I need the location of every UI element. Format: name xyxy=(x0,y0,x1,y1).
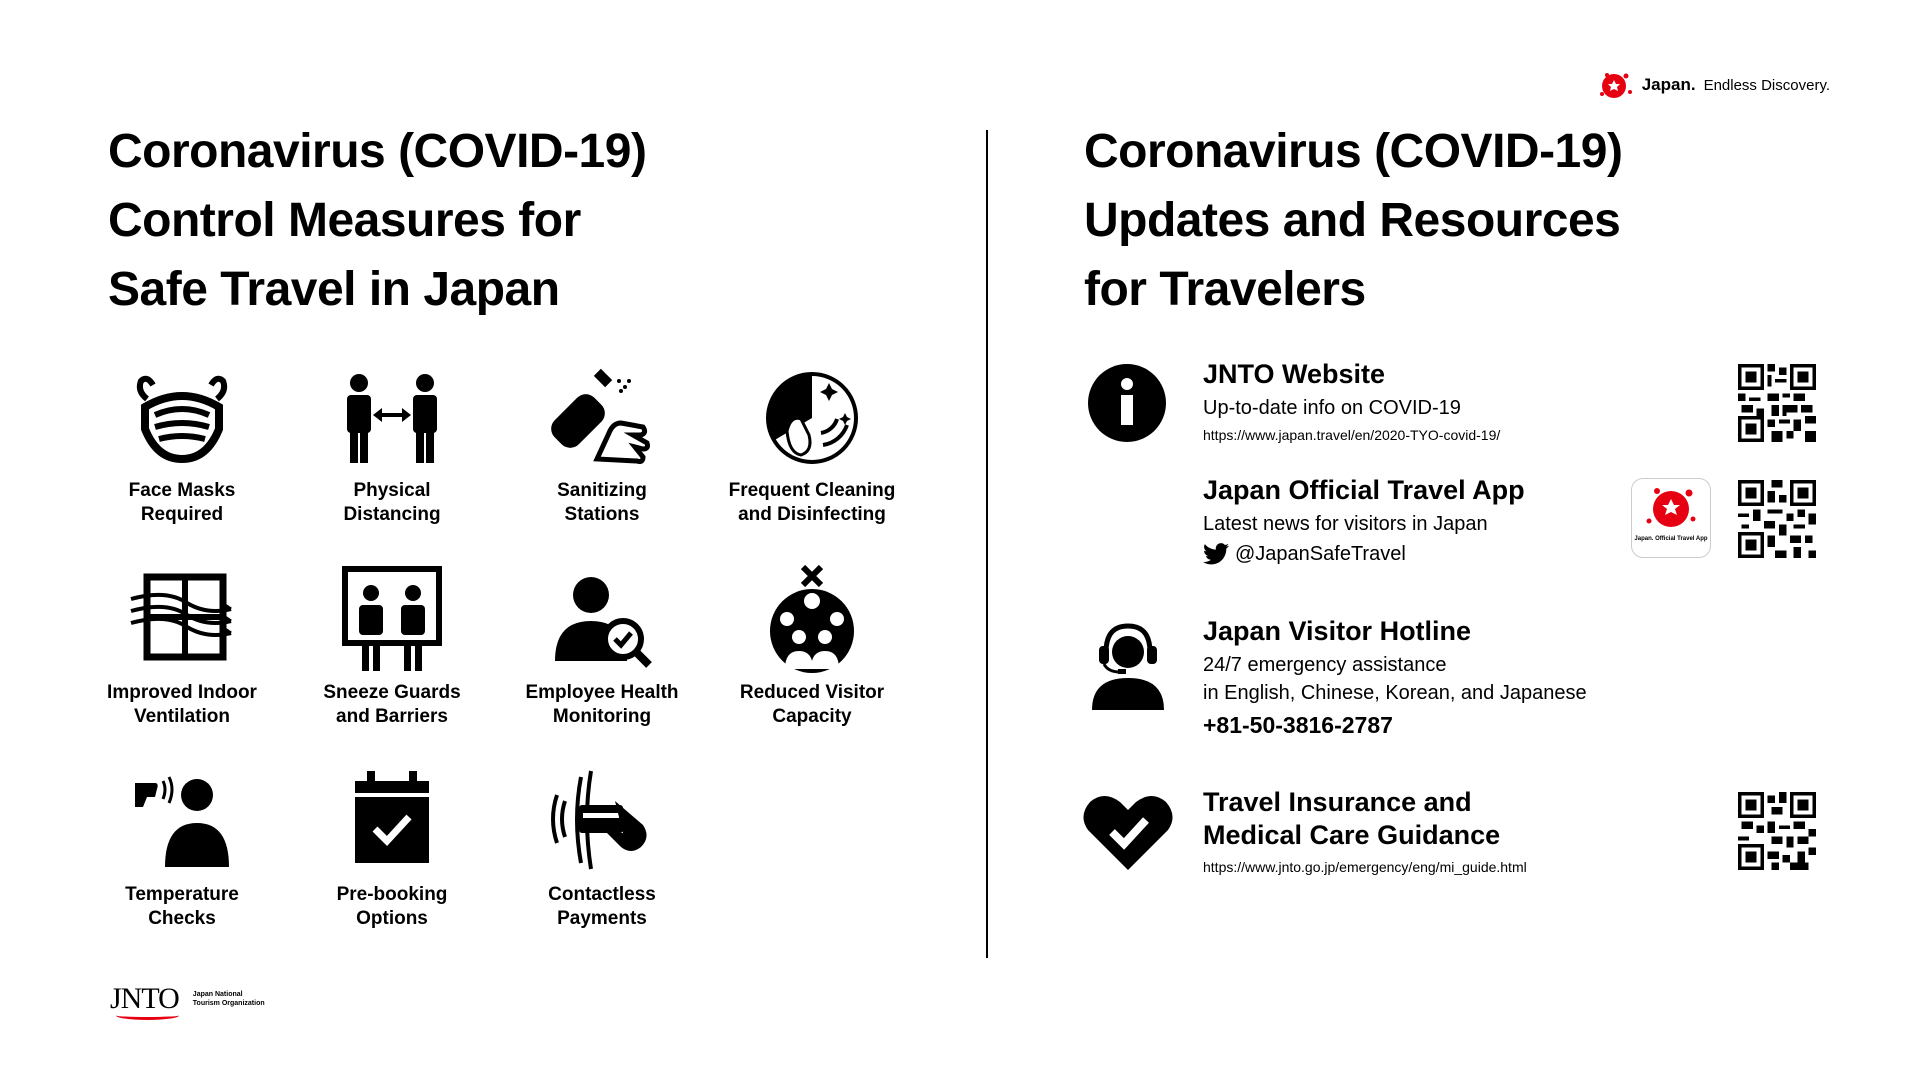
measure-label: Checks xyxy=(148,908,216,929)
measure-sanitizing-stations xyxy=(497,363,707,527)
measure-label: Temperature xyxy=(125,884,239,905)
measure-label: Monitoring xyxy=(552,706,652,727)
heart-check-icon xyxy=(1082,792,1174,872)
resource-travel-app xyxy=(1203,474,1525,568)
twitter-bird-icon xyxy=(1203,543,1229,565)
measure-label: Improved Indoor xyxy=(107,682,257,703)
headset-person-icon xyxy=(1090,620,1166,712)
brand-logo xyxy=(1598,70,1830,100)
info-icon xyxy=(1088,364,1166,442)
measure-label: Payments xyxy=(557,908,647,929)
resource-subtitle: in English, Chinese, Korean, and Japanese xyxy=(1203,682,1587,704)
jnto-org-line: Tourism Organization xyxy=(192,1000,265,1007)
resource-subtitle: Up-to-date info on COVID-19 xyxy=(1203,397,1461,419)
measure-label: and Disinfecting xyxy=(738,504,886,525)
ventilation-icon xyxy=(127,565,237,675)
measure-label: Frequent Cleaning xyxy=(728,480,896,501)
measure-label: Sanitizing xyxy=(557,480,647,501)
measure-face-masks xyxy=(77,363,287,527)
health-monitoring-icon xyxy=(547,565,657,675)
measure-reduced-capacity xyxy=(707,565,917,729)
measure-label: Pre-booking xyxy=(336,884,448,905)
measure-employee-health xyxy=(497,565,707,729)
measure-physical-distancing xyxy=(287,363,497,527)
measure-label: Reduced Visitor xyxy=(739,682,885,703)
left-title-line: Coronavirus (COVID-19) xyxy=(108,125,647,178)
resource-title: Japan Visitor Hotline xyxy=(1203,616,1472,646)
jnto-org-line: Japan National xyxy=(192,991,243,998)
right-title-line: Coronavirus (COVID-19) xyxy=(1084,125,1623,178)
measure-frequent-cleaning xyxy=(707,363,917,527)
resource-title: Medical Care Guidance xyxy=(1203,820,1501,850)
measure-ventilation xyxy=(77,565,287,729)
website-url-link[interactable]: https://www.japan.travel/en/2020-TYO-covid-19/ xyxy=(1203,427,1501,443)
face-mask-icon xyxy=(127,363,237,473)
measure-label: Capacity xyxy=(772,706,852,727)
resource-title: Travel Insurance and xyxy=(1203,787,1472,817)
qr-code-app[interactable] xyxy=(1738,480,1816,558)
resource-subtitle: Latest news for visitors in Japan xyxy=(1203,513,1488,535)
resource-title: Japan Official Travel App xyxy=(1203,475,1525,505)
resource-visitor-hotline xyxy=(1203,615,1587,741)
measure-contactless-payments xyxy=(497,767,707,931)
cleaning-icon xyxy=(757,363,867,473)
right-title-line: Updates and Resources xyxy=(1084,194,1621,247)
japan-brand-icon xyxy=(1645,485,1697,531)
twitter-handle: @JapanSafeTravel xyxy=(1235,543,1406,565)
measure-label: Physical xyxy=(353,480,431,501)
jnto-logo-text: JNTO xyxy=(110,982,179,1015)
measure-pre-booking xyxy=(287,767,497,931)
measure-label: Employee Health xyxy=(525,682,679,703)
left-title xyxy=(108,117,868,324)
insurance-url-link[interactable]: https://www.jnto.go.jp/emergency/eng/mi_guide.html xyxy=(1203,859,1527,875)
sanitizer-icon xyxy=(547,363,657,473)
measure-label: Contactless xyxy=(548,884,656,905)
app-store-icon[interactable] xyxy=(1631,478,1711,558)
resource-subtitle: 24/7 emergency assistance xyxy=(1203,654,1447,676)
app-icon-brand: Japan. xyxy=(1634,536,1654,542)
measure-label: Sneeze Guards xyxy=(323,682,461,703)
resource-insurance-guidance xyxy=(1203,786,1527,878)
left-title-line: Control Measures for xyxy=(108,194,581,247)
right-title xyxy=(1084,117,1804,324)
measure-label: Options xyxy=(356,908,428,929)
qr-code-website[interactable] xyxy=(1738,364,1816,442)
measure-label: Ventilation xyxy=(133,706,231,727)
calendar-check-icon xyxy=(337,767,447,877)
qr-code-insurance[interactable] xyxy=(1738,792,1816,870)
japan-brand-icon xyxy=(1598,70,1634,100)
vertical-divider xyxy=(986,130,988,958)
measure-label: Stations xyxy=(564,504,640,525)
sneeze-guard-icon xyxy=(337,565,447,675)
contactless-payment-icon xyxy=(547,767,657,877)
reduced-capacity-icon xyxy=(757,565,867,675)
measure-label: Face Masks xyxy=(128,480,236,501)
jnto-swoosh xyxy=(116,1011,179,1020)
physical-distancing-icon xyxy=(337,363,447,473)
resource-title: JNTO Website xyxy=(1203,359,1386,389)
measure-label: Distancing xyxy=(343,504,441,525)
brand-tagline: Endless Discovery. xyxy=(1703,76,1830,94)
jnto-logo xyxy=(110,984,265,1014)
measure-label: Required xyxy=(140,504,224,525)
brand-name: Japan. xyxy=(1641,75,1696,94)
app-icon-label: Official Travel App xyxy=(1655,536,1708,542)
left-title-line: Safe Travel in Japan xyxy=(108,263,560,316)
right-title-line: for Travelers xyxy=(1084,263,1366,316)
measure-sneeze-guards xyxy=(287,565,497,729)
temperature-check-icon xyxy=(127,767,237,877)
twitter-handle-link[interactable] xyxy=(1203,540,1525,568)
measure-temperature-checks xyxy=(77,767,287,931)
resource-jnto-website xyxy=(1203,358,1500,446)
measure-label: and Barriers xyxy=(336,706,448,727)
hotline-phone-link[interactable]: +81-50-3816-2787 xyxy=(1203,712,1393,738)
